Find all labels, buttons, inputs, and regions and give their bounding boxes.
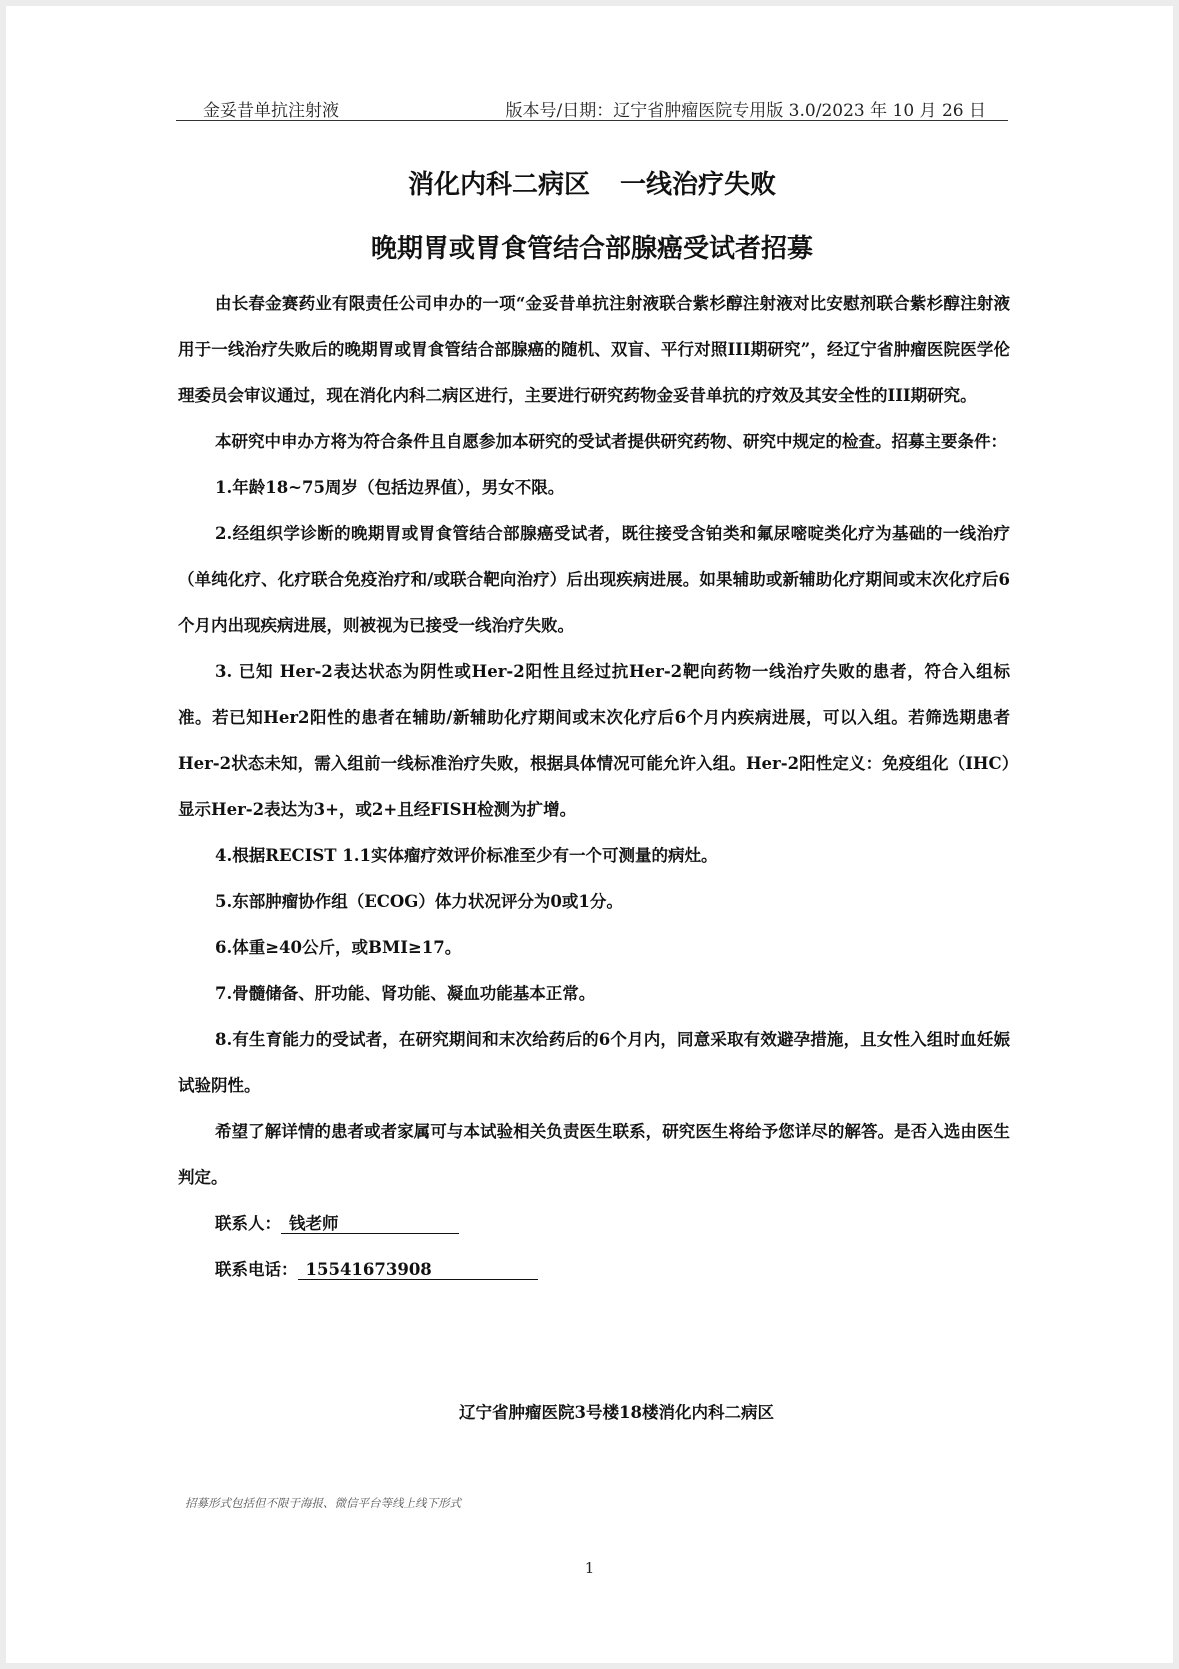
contact-phone [178, 1247, 1010, 1293]
title-condition: 一线治疗失败 [620, 170, 777, 200]
criteria-item: 1.年龄18~75周岁（包括边界值），男女不限。 [215, 478, 565, 497]
title-department: 消化内科二病区 [407, 170, 590, 200]
contact-name-label: 联系人： [215, 1214, 281, 1233]
title-line-1 [176, 164, 1008, 201]
contact-phone-label: 联系电话： [215, 1260, 298, 1279]
header-version-date: 版本号/日期：辽宁省肿瘤医院专用版 3.0/2023 年 10 月 26 日 [505, 101, 986, 121]
closing-paragraph: 希望了解详情的患者或者家属可与本试验相关负责医生联系，研究医生将给予您详尽的解答。是否入选由医生判定。 [178, 1122, 1010, 1187]
contact-name-value: 钱老师 [281, 1215, 459, 1234]
department-address: 辽宁省肿瘤医院3号楼18楼消化内科二病区 [459, 1403, 774, 1422]
contact-phone-value: 15541673908 [298, 1261, 538, 1280]
document-page [6, 6, 1173, 1663]
criteria-item: 7.骨髓储备、肝功能、肾功能、凝血功能基本正常。 [215, 984, 596, 1003]
header-drug-name: 金妥昔单抗注射液 [203, 101, 339, 121]
contact-person [178, 1201, 1010, 1247]
criteria-item: 8.有生育能力的受试者，在研究期间和末次给药后的6个月内，同意采取有效避孕措施，且女性入组时血妊娠试验阴性。 [178, 1030, 1010, 1095]
page-number: 1 [584, 1559, 595, 1577]
criteria-item: 2.经组织学诊断的晚期胃或胃食管结合部腺癌受试者，既往接受含铂类和氟尿嘧啶类化疗为基础的一线治疗（单纯化疗、化疗联合免疫治疗和/或联合靶向治疗）后出现疾病进展。如果辅助或新辅助化疗期间或末次化疗后6个月内出现疾病进展，则被视为已接受一线治疗失败。 [178, 524, 1010, 635]
criteria-item: 4.根据RECIST 1.1实体瘤疗效评价标准至少有一个可测量的病灶。 [215, 846, 718, 865]
recruitment-footnote: 招募形式包括但不限于海报、微信平台等线上线下形式 [185, 1496, 461, 1510]
document-body [178, 281, 1010, 1293]
criteria-item: 6.体重≥40公斤，或BMI≥17。 [215, 938, 462, 957]
page-header [176, 96, 1008, 121]
criteria-item: 5.东部肿瘤协作组（ECOG）体力状况评分为0或1分。 [215, 892, 623, 911]
title-line-2: 晚期胃或胃食管结合部腺癌受试者招募 [370, 234, 813, 264]
offer-paragraph: 本研究中申办方将为符合条件且自愿参加本研究的受试者提供研究药物、研究中规定的检查。招募主要条件： [215, 432, 1007, 451]
criteria-item: 3. 已知 Her-2表达状态为阴性或Her-2阳性且经过抗Her-2靶向药物一线治疗失败的患者，符合入组标准。若已知Her2阳性的患者在辅助/新辅助化疗期间或末次化疗后6个月内疾病进展，可以入组。若筛选期患者Her-2状态未知，需入组前一线标准治疗失败，根据具体情况可能允许入组。Her-2阳性定义：免疫组化（IHC）显示Her-2表达为3+，或2+且经FISH检测为扩增。 [178, 662, 1010, 819]
intro-paragraph: 由长春金赛药业有限责任公司申办的一项“金妥昔单抗注射液联合紫杉醇注射液对比安慰剂联合紫杉醇注射液用于一线治疗失败后的晚期胃或胃食管结合部腺癌的随机、双盲、平行对照III期研究”，经辽宁省肿瘤医院医学伦理委员会审议通过，现在消化内科二病区进行，主要进行研究药物金妥昔单抗的疗效及其安全性的III期研究。 [178, 294, 1010, 405]
